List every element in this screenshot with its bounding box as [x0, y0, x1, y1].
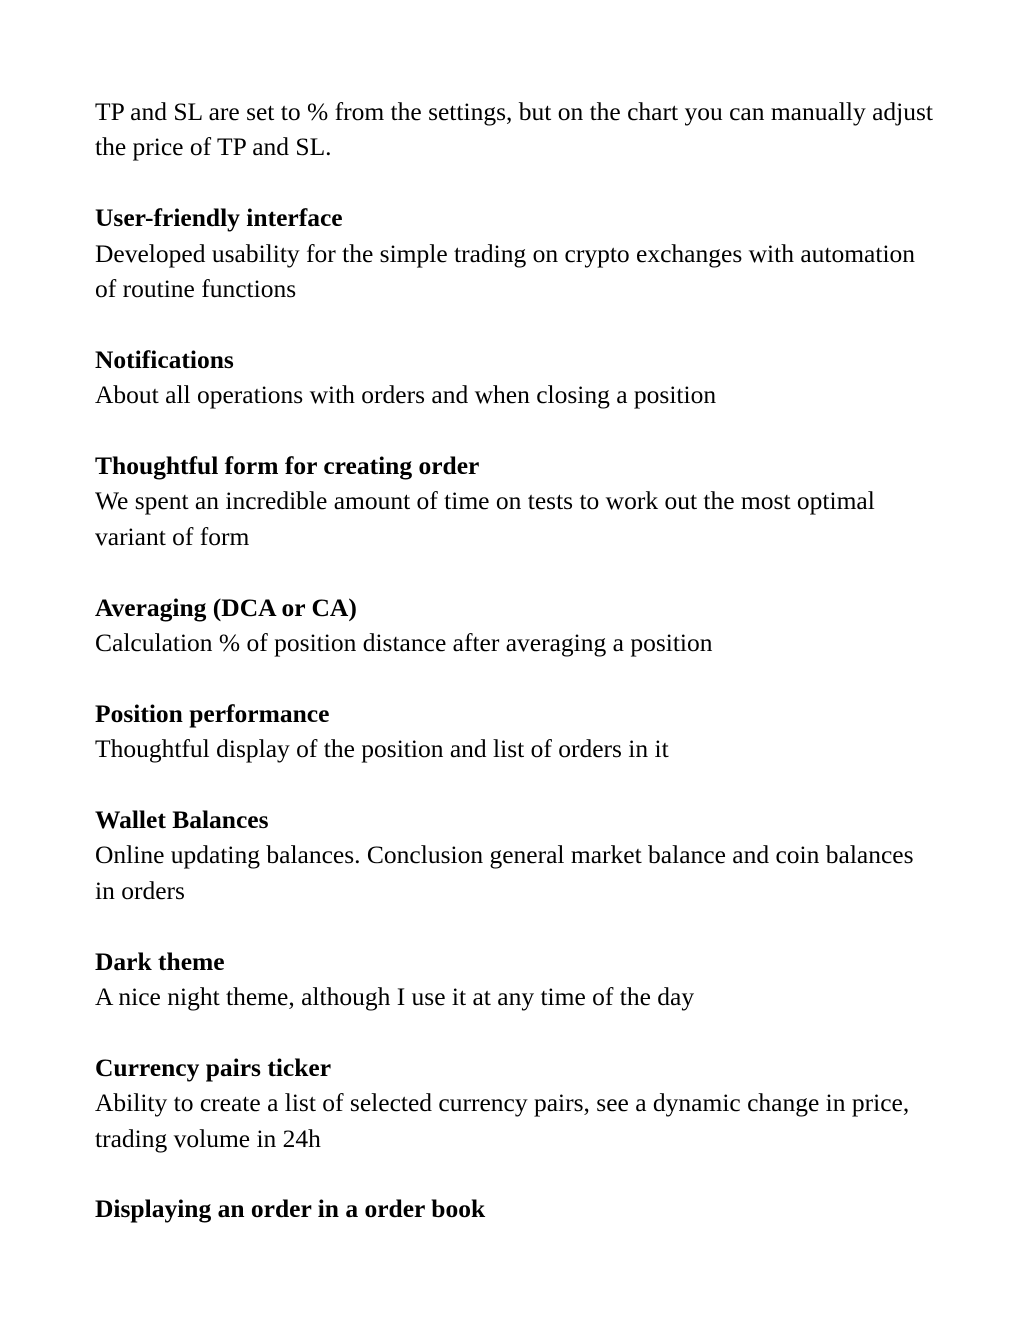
section-title: User-friendly interface — [95, 203, 343, 233]
feature-section — [95, 590, 935, 661]
section-description: Developed usability for the simple trading on crypto exchanges with automation of routine functions — [95, 238, 916, 304]
section-title: Thoughtful form for creating order — [95, 451, 480, 481]
feature-section — [95, 802, 935, 908]
intro-paragraph: TP and SL are set to % from the settings, but on the chart you can manually adjust the price of TP and SL. — [95, 97, 934, 162]
section-description: About all operations with orders and when closing a position — [95, 380, 717, 410]
section-description: A nice night theme, although I use it at any time of the day — [95, 982, 695, 1012]
document-page — [95, 94, 935, 1227]
feature-section — [95, 696, 935, 767]
feature-section — [95, 448, 935, 554]
section-title: Averaging (DCA or CA) — [95, 592, 357, 622]
section-description: Online updating balances. Conclusion general market balance and coin balances in orders — [95, 840, 914, 905]
section-description: Ability to create a list of selected currency pairs, see a dynamic change in price, trading volume in 24h — [95, 1088, 910, 1153]
section-description: We spent an incredible amount of time on tests to work out the most optimal variant of form — [95, 486, 875, 551]
section-title: Displaying an order in a order book — [95, 1194, 486, 1224]
feature-section — [95, 342, 935, 413]
feature-section — [95, 1050, 935, 1156]
feature-section — [95, 200, 935, 306]
section-description: Calculation % of position distance after averaging a position — [95, 628, 713, 658]
feature-section — [95, 944, 935, 1015]
feature-section — [95, 1191, 935, 1226]
section-description: Thoughtful display of the position and list of orders in it — [95, 734, 669, 764]
section-title: Wallet Balances — [95, 805, 269, 835]
section-title: Currency pairs ticker — [95, 1052, 332, 1082]
section-title: Dark theme — [95, 946, 225, 976]
section-title: Position performance — [95, 698, 330, 728]
section-title: Notifications — [95, 344, 234, 374]
